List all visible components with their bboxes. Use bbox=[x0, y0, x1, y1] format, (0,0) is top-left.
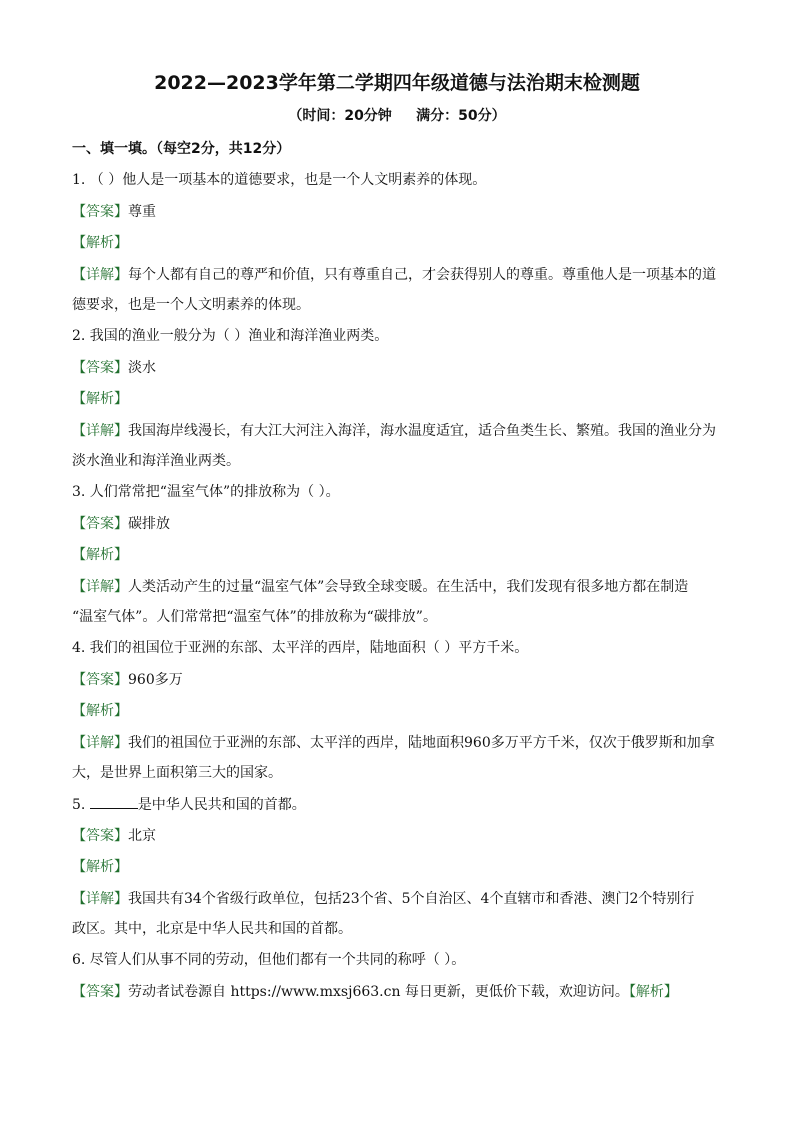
detail-tag: 【详解】 bbox=[72, 579, 128, 595]
question-2-detail bbox=[72, 421, 724, 441]
question-text: 是中华人民共和国的首都。 bbox=[137, 797, 306, 813]
answer-blank bbox=[90, 794, 138, 809]
question-5-detail bbox=[72, 889, 724, 909]
detail-text: 我们的祖国位于亚洲的东部、太平洋的西岸，陆地面积960多万平方千米，仅次于俄罗斯和加拿 bbox=[128, 735, 715, 751]
question-3-detail bbox=[72, 577, 724, 597]
answer-tag: 【答案】 bbox=[72, 984, 128, 1000]
detail-tag: 【详解】 bbox=[72, 735, 128, 751]
page-title: 2022—2023学年第二学期四年级道德与法治期末检测题 bbox=[154, 72, 640, 94]
detail-text: 我国海岸线漫长，有大江大河注入海洋，海水温度适宜，适合鱼类生长、繁殖。我国的渔业分为 bbox=[128, 423, 716, 439]
question-1-analysis: 【解析】 bbox=[72, 235, 128, 251]
answer-tag: 【答案】 bbox=[72, 516, 128, 532]
question-6-stem: 6. 尽管人们从事不同的劳动，但他们都有一个共同的称呼（ ）。 bbox=[72, 952, 466, 968]
answer-text: 劳动者 bbox=[128, 984, 170, 1000]
question-2-analysis: 【解析】 bbox=[72, 391, 128, 407]
analysis-tag: 【解析】 bbox=[628, 984, 678, 1000]
question-2-answer bbox=[72, 358, 724, 378]
answer-tag: 【答案】 bbox=[72, 828, 128, 844]
source-watermark: 试卷源自 https://www.mxsj663.cn 每日更新，更低价下载，欢迎访问。 bbox=[170, 984, 629, 1000]
question-1-answer bbox=[72, 202, 724, 222]
answer-tag: 【答案】 bbox=[72, 672, 128, 688]
section-heading-fill-in: 一、填一填。（每空2分，共12分） bbox=[72, 141, 291, 157]
answer-text: 尊重 bbox=[128, 204, 156, 220]
question-5-stem bbox=[72, 794, 724, 815]
question-2-stem: 2. 我国的渔业一般分为（ ）渔业和海洋渔业两类。 bbox=[72, 328, 389, 344]
question-1-stem: 1. （ ）他人是一项基本的道德要求，也是一个人文明素养的体现。 bbox=[72, 172, 487, 188]
question-3-stem: 3. 人们常常把“温室气体”的排放称为（ ）。 bbox=[72, 484, 340, 500]
question-4-answer bbox=[72, 670, 724, 690]
question-1-detail-cont: 德要求，也是一个人文明素养的体现。 bbox=[72, 297, 310, 313]
detail-tag: 【详解】 bbox=[72, 423, 128, 439]
question-3-detail-cont: “温室气体”。人们常常把“温室气体”的排放称为“碳排放”。 bbox=[72, 609, 437, 625]
answer-text: 淡水 bbox=[128, 360, 156, 376]
detail-tag: 【详解】 bbox=[72, 267, 128, 283]
answer-tag: 【答案】 bbox=[72, 204, 128, 220]
question-6-answer bbox=[72, 982, 724, 1002]
answer-text: 960多万 bbox=[128, 672, 183, 688]
question-3-answer bbox=[72, 514, 724, 534]
detail-tag: 【详解】 bbox=[72, 891, 128, 907]
answer-tag: 【答案】 bbox=[72, 360, 128, 376]
question-5-answer bbox=[72, 826, 724, 846]
question-number: 5. bbox=[72, 797, 90, 813]
question-1-detail bbox=[72, 265, 724, 285]
answer-text: 北京 bbox=[128, 828, 156, 844]
answer-text: 碳排放 bbox=[128, 516, 170, 532]
detail-text: 人类活动产生的过量“温室气体”会导致全球变暖。在生活中，我们发现有很多地方都在制造 bbox=[128, 579, 689, 595]
question-4-detail bbox=[72, 733, 724, 753]
question-4-analysis: 【解析】 bbox=[72, 703, 128, 719]
question-4-stem: 4. 我们的祖国位于亚洲的东部、太平洋的西岸，陆地面积（ ）平方千米。 bbox=[72, 640, 529, 656]
question-5-detail-cont: 政区。其中，北京是中华人民共和国的首都。 bbox=[72, 921, 352, 937]
detail-text: 我国共有34个省级行政单位，包括23个省、5个自治区、4个直辖市和香港、澳门2个特别行 bbox=[128, 891, 695, 907]
question-3-analysis: 【解析】 bbox=[72, 547, 128, 563]
question-4-detail-cont: 大，是世界上面积第三大的国家。 bbox=[72, 765, 282, 781]
question-2-detail-cont: 淡水渔业和海洋渔业两类。 bbox=[72, 453, 240, 469]
exam-time-and-score: （时间：20分钟 满分：50分） bbox=[288, 108, 506, 124]
detail-text: 每个人都有自己的尊严和价值，只有尊重自己，才会获得别人的尊重。尊重他人是一项基本的道 bbox=[128, 267, 716, 283]
question-5-analysis: 【解析】 bbox=[72, 859, 128, 875]
